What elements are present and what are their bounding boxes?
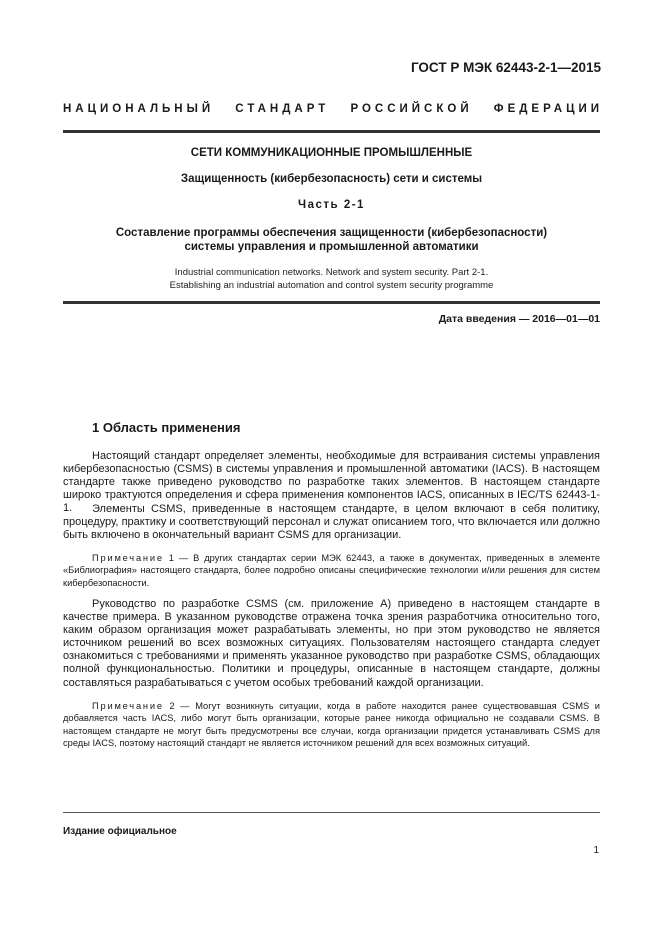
main-title: СЕТИ КОММУНИКАЦИОННЫЕ ПРОМЫШЛЕННЫЕ	[190, 147, 473, 159]
top-divider	[63, 130, 600, 133]
english-title	[63, 266, 600, 292]
note-1	[63, 552, 600, 589]
section-heading: 1 Область применения	[92, 420, 241, 435]
paragraph-1: Настоящий стандарт определяет элементы, необходимые для встраивания системы управления кибербезопасностью (CSMS) в системы управления и промышленной автоматики (IACS). В настоящем стандарте также приведено руководство по разработке таких элементов. В настоящем стандарте широко трактуются определения и сфера применения компонентов IACS, описанных в IEC/TS 62443-1-1.	[63, 450, 600, 515]
document-title-line-1: Составление программы обеспечения защищенности (кибербезопасности)	[115, 227, 548, 239]
note-1-text: 1 — В других стандартах серии МЭК 62443, а также в документах, приведенных в элементе «Библиография» настоящего стандарта, более подробно описаны специфические технологии и/или решения для систем кибербезопасности.	[63, 553, 600, 588]
part-label: Часть 2-1	[298, 199, 365, 211]
english-title-line-2: Establishing an industrial automation and control system security programme	[169, 280, 494, 291]
introduction-date: Дата введения — 2016—01—01	[438, 313, 600, 325]
note-2-text: 2 — Могут возникнуть ситуации, когда в работе находится ранее существовавшая CSMS и добавляется часть IACS, либо могут быть организации, которые ранее никогда официально не создавали CSMS. В настоящем стандарте не могут быть предусмотрены все случаи, когда организации придется устанавливать CSMS для среды IACS, поэтому настоящий стандарт не является источником решений для всех возможных ситуаций.	[63, 701, 600, 748]
document-title	[63, 226, 600, 254]
english-title-line-1: Industrial communication networks. Network and system security. Part 2-1.	[174, 267, 489, 278]
page-number: 1	[593, 845, 599, 856]
note-1-label: Примечание	[92, 553, 164, 563]
subtitle: Защищенность (кибербезопасность) сети и системы	[180, 173, 483, 185]
footer-divider	[63, 812, 600, 813]
national-standard-banner: НАЦИОНАЛЬНЫЙ СТАНДАРТ РОССИЙСКОЙ ФЕДЕРАЦИИ	[63, 103, 603, 115]
title-divider	[63, 301, 600, 304]
edition-label: Издание официальное	[63, 826, 177, 837]
note-2-label: Примечание	[92, 701, 164, 711]
paragraph-3: Руководство по разработке CSMS (см. приложение А) приведено в настоящем стандарте в качестве примера. В указанном руководстве отражена точка зрения разработчика относительно того, каким образом организация может разрабатывать элементы, но при этом руководство не является источником решений во всех возможных ситуациях. Пользователям настоящего стандарта следует ознакомиться с требованиями и применять указанное руководство при разработке CSMS, обладающих полной функциональностью. Политики и процедуры, описанные в настоящем стандарте, должны составляться разрабатываться с учетом особых требований каждой организации.	[63, 598, 600, 689]
note-2	[63, 700, 600, 749]
document-title-line-2: системы управления и промышленной автоматики	[184, 241, 479, 253]
document-code: ГОСТ Р МЭК 62443-2-1—2015	[410, 60, 601, 75]
paragraph-2: Элементы CSMS, приведенные в настоящем стандарте, в целом включают в себя политику, процедуру, практику и соответствующий персонал и служат описанием того, что включается или должно быть включено в окончательный вариант CSMS для организации.	[63, 503, 600, 542]
